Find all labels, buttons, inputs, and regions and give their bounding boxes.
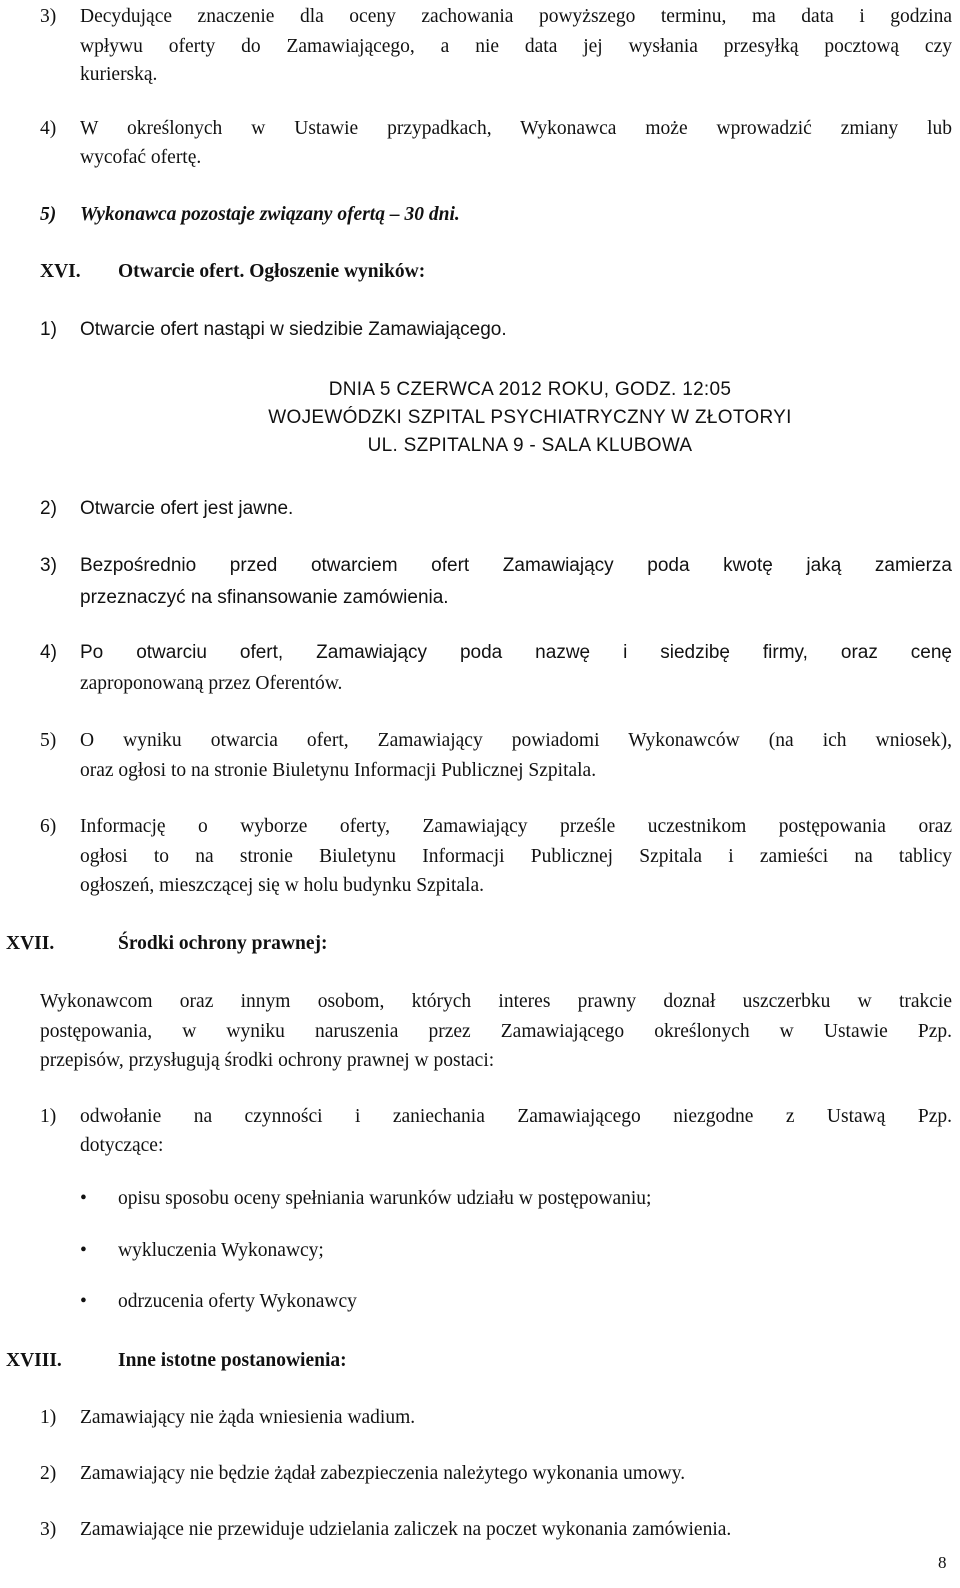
list-number: 5) [40, 204, 57, 225]
list-number: 2) [40, 1463, 57, 1484]
paragraph-line: oraz ogłosi to na stronie Biuletynu Informacji Publicznej Szpitala. [80, 760, 597, 781]
list-number: 1) [40, 319, 57, 340]
list-item-text: opisu sposobu oceny spełniania warunków udziału w postępowaniu; [118, 1188, 652, 1209]
section-title: Otwarcie ofert. Ogłoszenie wyników: [118, 261, 426, 282]
list-number: 6) [40, 816, 57, 837]
paragraph-line: Zamawiający nie będzie żądał zabezpieczenia należytego wykonania umowy. [80, 1463, 686, 1484]
list-number: 1) [40, 1106, 57, 1127]
bullet-icon: • [80, 1240, 87, 1261]
paragraph-line: dotyczące: [80, 1135, 164, 1156]
paragraph-line: wpływu oferty do Zamawiającego, a nie data jej wysłania przesyłką pocztową czy [80, 36, 952, 57]
list-number: 3) [40, 6, 57, 27]
list-number: 4) [40, 642, 57, 663]
opening-institution-line: WOJEWÓDZKI SZPITAL PSYCHIATRYCZNY W ZŁOTORYI [268, 407, 792, 428]
list-item-text: odrzucenia oferty Wykonawcy [118, 1291, 357, 1312]
list-number: 3) [40, 555, 57, 576]
paragraph-line: Otwarcie ofert jest jawne. [80, 498, 294, 519]
paragraph-line: Zamawiający nie żąda wniesienia wadium. [80, 1407, 416, 1428]
page-number: 8 [938, 1553, 947, 1572]
paragraph-line: Zamawiające nie przewiduje udzielania zaliczek na poczet wykonania zamówienia. [80, 1519, 732, 1540]
paragraph-line: przepisów, przysługują środki ochrony prawnej w postaci: [40, 1050, 495, 1071]
bullet-icon: • [80, 1291, 87, 1312]
paragraph-line: ogłosi to na stronie Biuletynu Informacji Publicznej Szpitala i zamieści na tablicy [80, 846, 952, 867]
paragraph-line: O wyniku otwarcia ofert, Zamawiający powiadomi Wykonawców (na ich wniosek), [80, 730, 952, 751]
paragraph-line: Wykonawca pozostaje związany ofertą – 30 dni. [80, 204, 460, 225]
section-number: XVII. [6, 933, 55, 954]
paragraph-line: postępowania, w wyniku naruszenia przez Zamawiającego określonych w Ustawie Pzp. [40, 1021, 952, 1042]
opening-address-line: UL. SZPITALNA 9 - SALA KLUBOWA [367, 435, 693, 456]
paragraph-line: W określonych w Ustawie przypadkach, Wykonawca może wprowadzić zmiany lub [80, 118, 952, 139]
paragraph-line: ogłoszeń, mieszczącej się w holu budynku Szpitala. [80, 875, 484, 896]
paragraph-line: Bezpośrednio przed otwarciem ofert Zamawiający poda kwotę jaką zamierza [80, 555, 952, 576]
bullet-icon: • [80, 1188, 87, 1209]
opening-date-line: DNIA 5 CZERWCA 2012 ROKU, GODZ. 12:05 [328, 379, 732, 400]
paragraph-line: Po otwarciu ofert, Zamawiający poda nazwę i siedzibę firmy, oraz cenę [80, 642, 952, 663]
list-number: 2) [40, 498, 57, 519]
section-title: Inne istotne postanowienia: [118, 1350, 347, 1371]
paragraph-line: kurierską. [80, 64, 158, 85]
opening-place-block [160, 376, 900, 460]
paragraph-line: Decydujące znaczenie dla oceny zachowania powyższego terminu, ma data i godzina [80, 6, 952, 27]
paragraph-line: wycofać ofertę. [80, 147, 202, 168]
paragraph-line: przeznaczyć na sfinansowanie zamówienia. [80, 587, 449, 608]
paragraph-line: odwołanie na czynności i zaniechania Zamawiającego niezgodne z Ustawą Pzp. [80, 1106, 952, 1127]
section-number: XVI. [40, 261, 81, 282]
list-item-text: wykluczenia Wykonawcy; [118, 1240, 324, 1261]
paragraph-line: Otwarcie ofert nastąpi w siedzibie Zamawiającego. [80, 319, 507, 340]
section-number: XVIII. [6, 1350, 62, 1371]
paragraph-line: Wykonawcom oraz innym osobom, których interes prawny doznał uszczerbku w trakcie [40, 991, 952, 1012]
list-number: 5) [40, 730, 57, 751]
list-number: 1) [40, 1407, 57, 1428]
paragraph-line: Informację o wyborze oferty, Zamawiający prześle uczestnikom postępowania oraz [80, 816, 952, 837]
list-number: 4) [40, 118, 57, 139]
paragraph-line: zaproponowaną przez Oferentów. [80, 673, 343, 694]
section-title: Środki ochrony prawnej: [118, 933, 328, 954]
list-number: 3) [40, 1519, 57, 1540]
